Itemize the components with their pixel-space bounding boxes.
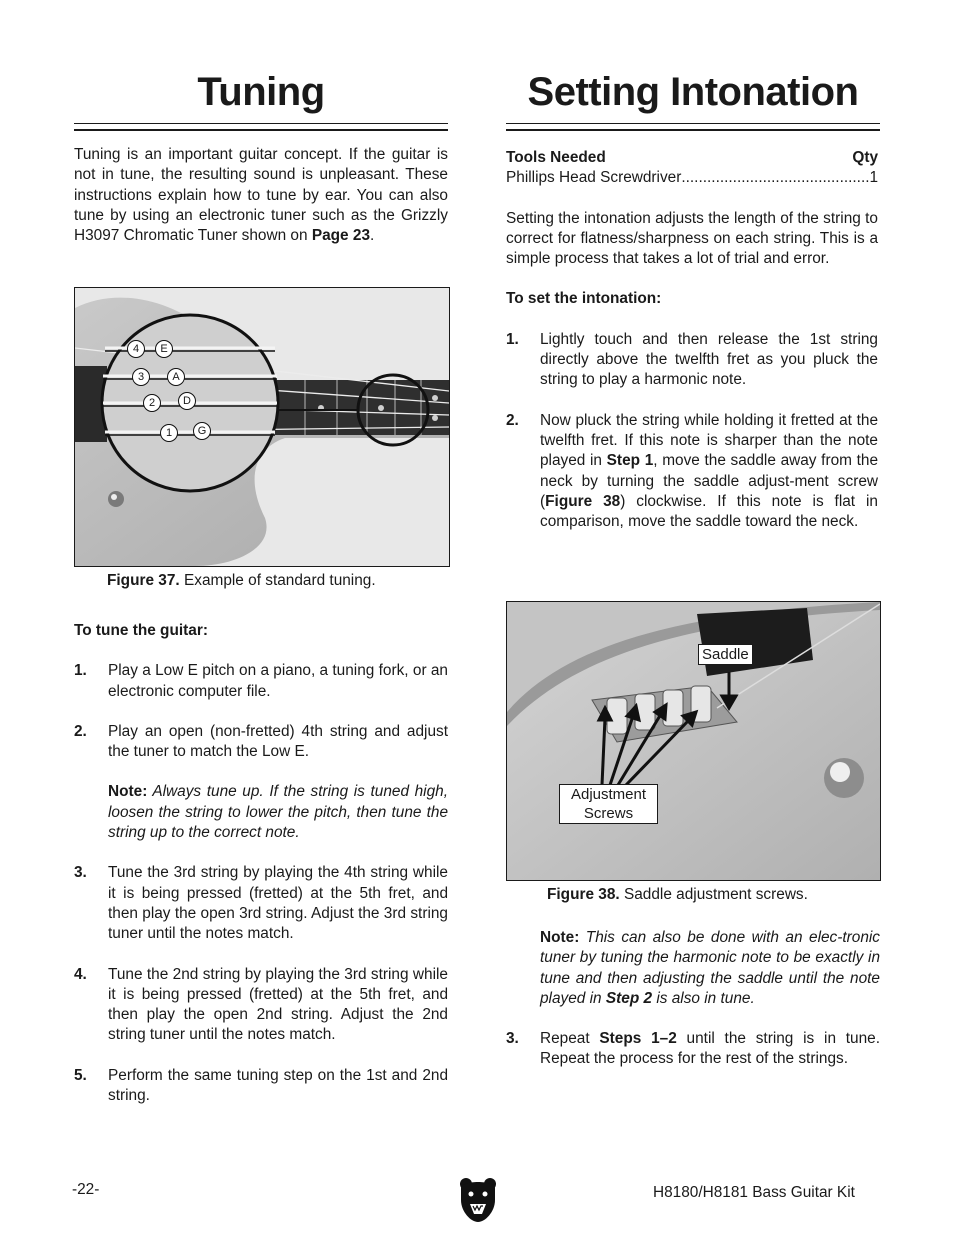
tool-row [506,168,878,188]
heading-rule-bottom-right [506,129,880,131]
bridge-illustration [507,602,880,880]
page-number: -22- [72,1181,100,1198]
saddle-callout: Saddle [698,644,753,665]
tuning-steps [74,621,448,1106]
product-name: H8180/H8181 Bass Guitar Kit [653,1184,855,1201]
adjustment-screws-callout: Adjustment Screws [559,784,658,824]
string-note-a: A [167,368,185,386]
tune-step-5: 5. Perform the same tuning step on the 1st and 2nd string. [74,1066,448,1105]
tuning-heading: Tuning [197,70,325,114]
heading-rule-top [74,123,448,124]
tune-step-3: 3. Tune the 3rd string by playing the 4th string while it is being pressed (fretted) at the 5th fret, and then play the open 3rd string. Adjust the 3rd string tuner until the notes match. [74,864,448,943]
figure-38-caption: Figure 38. Saddle adjustment screws. [547,886,808,903]
intonation-step-1: 1. Lightly touch and then release the 1st string directly above the twelfth fret as you pluck the string to play a harmonic note. [506,330,878,389]
string-label-3 [132,368,282,384]
intonation-text-bottom [506,928,880,1070]
tool-qty: 1 [869,169,878,187]
figure-37-caption: Figure 37. Example of standard tuning. [107,572,376,589]
intonation-step-3: 3. Repeat Steps 1–2 until the string is in tune. Repeat the process for the rest of the strings. [506,1030,881,1068]
figure-38-saddle-image [506,601,881,881]
intonation-step-2: 2. Now pluck the string while holding it fretted at the twelfth fret. If this note is sharper than the note played in Step 1, move the saddle away from the neck by turning the saddle adjust-ment screw (Figure 38) clockwise. If this note is flat in comparison, move the saddle toward the neck. [506,411,879,531]
intonation-note: Note: This can also be done with an elec-tronic tuner by tuning the harmonic note to be exactly in tune and then adjusting the saddle until the note played in Step 2 is also in tune. [540,929,880,1007]
string-label-4 [127,340,277,356]
grizzly-bear-logo-icon [457,1176,499,1222]
tune-step-4: 4. Tune the 2nd string by playing the 3rd string while it is being pressed (fretted) at the 5th fret, and then play the open 2nd string. Adjust the 2nd string tuner until the notes match. [74,965,448,1044]
tune-step-2: 2. Play an open (non-fretted) 4th string and adjust the tuner to match the Low E. [74,722,448,761]
heading-rule-top-right [506,123,880,124]
figure-37-tuning-image [74,287,450,567]
setting-intonation-heading: Setting Intonation [527,70,859,114]
qty-header: Qty [852,149,878,166]
string-number-3: 3 [132,368,150,386]
string-label-1 [160,424,310,440]
string-note-e: E [155,340,173,358]
string-note-d: D [178,392,196,410]
string-number-4: 4 [127,340,145,358]
tools-needed-header: Tools Needed [506,149,606,166]
tune-subheading: To tune the guitar: [74,622,208,639]
heading-rule-bottom [74,129,448,131]
tools-table [506,148,878,189]
string-number-2: 2 [143,394,161,412]
intonation-text-top [506,148,878,532]
tuning-intro: Tuning is an important guitar concept. If the guitar is not in tune, the resulting sound is unpleasant. These instructions explain how to tune by ear. You can also tune by using an electronic tuner such as the Grizzly H3097 Chromatic Tuner shown on Page 23. [74,146,448,245]
tool-name: Phillips Head Screwdriver [506,169,682,187]
intonation-intro: Setting the intonation adjusts the length of the string to correct for flatness/sharpness on each string. This is a simple process that takes a lot of trial and error. [506,209,878,268]
tuning-intro-block [74,145,448,246]
tune-step-1: 1. Play a Low E pitch on a piano, a tuning fork, or an electronic computer file. [74,662,448,700]
intonation-subheading: To set the intonation: [506,290,662,308]
string-note-g: G [193,422,211,440]
tune-note: Note: Always tune up. If the string is tuned high, loosen the string to lower the pitch, then tune the string up to the correct note. [108,783,448,842]
string-label-2 [143,394,293,410]
string-number-1: 1 [160,424,178,442]
